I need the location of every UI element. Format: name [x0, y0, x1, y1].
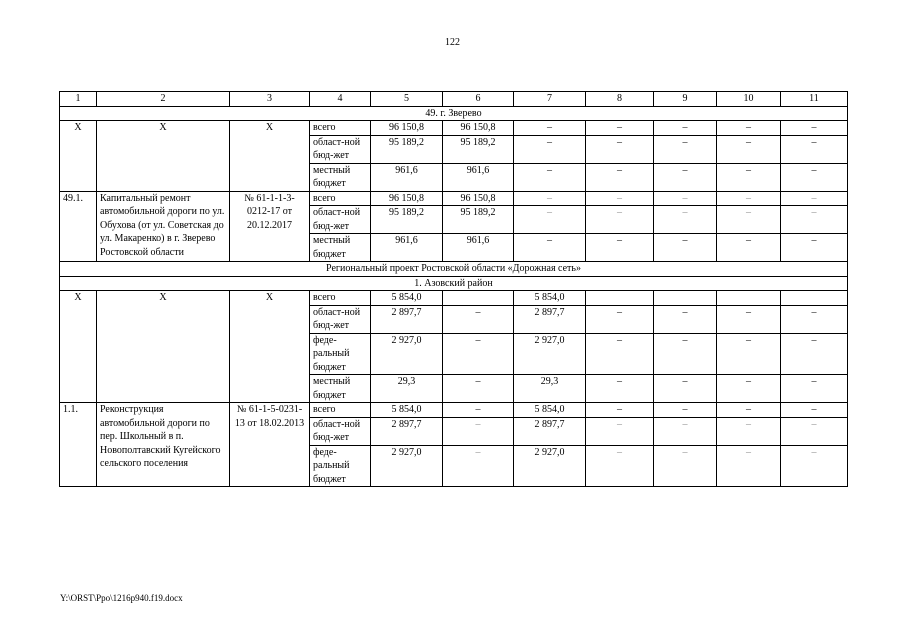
- value-col5: 2 897,7: [371, 305, 443, 333]
- value-col9: –: [654, 333, 717, 375]
- funding-source: област-ной бюд-жет: [310, 417, 371, 445]
- row-number: 1.1.: [60, 403, 97, 487]
- value-col10: –: [717, 417, 781, 445]
- value-col7: 2 927,0: [514, 333, 586, 375]
- funding-source: феде-ральный бюджет: [310, 333, 371, 375]
- table-row: [60, 291, 848, 306]
- value-col8: –: [586, 445, 654, 487]
- value-col11: [781, 291, 848, 306]
- column-header: 11: [781, 92, 848, 107]
- column-header: 1: [60, 92, 97, 107]
- column-header: 10: [717, 92, 781, 107]
- value-col5: 96 150,8: [371, 191, 443, 206]
- expertise-number: Х: [230, 121, 310, 192]
- value-col9: –: [654, 445, 717, 487]
- budget-table: [59, 91, 848, 487]
- value-col10: –: [717, 403, 781, 418]
- file-path-footer: Y:\ORST\Ppo\1216p940.f19.docx: [60, 593, 183, 603]
- column-header: 4: [310, 92, 371, 107]
- value-col11: –: [781, 333, 848, 375]
- value-col6: 96 150,8: [443, 191, 514, 206]
- value-col8: –: [586, 375, 654, 403]
- object-name: Х: [97, 121, 230, 192]
- value-col8: –: [586, 206, 654, 234]
- value-col10: –: [717, 163, 781, 191]
- value-col8: –: [586, 135, 654, 163]
- value-col5: 5 854,0: [371, 403, 443, 418]
- value-col11: –: [781, 445, 848, 487]
- value-col8: –: [586, 191, 654, 206]
- value-col9: [654, 291, 717, 306]
- value-col8: –: [586, 121, 654, 136]
- value-col10: –: [717, 305, 781, 333]
- column-number-row: [60, 92, 848, 107]
- value-col9: –: [654, 163, 717, 191]
- value-col8: –: [586, 163, 654, 191]
- row-number: 49.1.: [60, 191, 97, 262]
- value-col5: 5 854,0: [371, 291, 443, 306]
- funding-source: област-ной бюд-жет: [310, 305, 371, 333]
- value-col9: –: [654, 121, 717, 136]
- value-col9: –: [654, 305, 717, 333]
- value-col8: –: [586, 305, 654, 333]
- value-col5: 961,6: [371, 163, 443, 191]
- value-col9: –: [654, 417, 717, 445]
- value-col8: –: [586, 234, 654, 262]
- section-heading-zverevo: 49. г. Зверево: [60, 106, 848, 121]
- funding-source: област-ной бюд-жет: [310, 135, 371, 163]
- value-col7: –: [514, 206, 586, 234]
- value-col5: 96 150,8: [371, 121, 443, 136]
- value-col7: –: [514, 135, 586, 163]
- page-number: 122: [445, 37, 460, 48]
- funding-source: всего: [310, 291, 371, 306]
- expertise-number: № 61-1-5-0231-13 от 18.02.2013: [230, 403, 310, 487]
- value-col10: –: [717, 121, 781, 136]
- value-col6: –: [443, 375, 514, 403]
- funding-source: местный бюджет: [310, 375, 371, 403]
- value-col8: [586, 291, 654, 306]
- value-col8: –: [586, 333, 654, 375]
- value-col9: –: [654, 135, 717, 163]
- table-row: [60, 191, 848, 206]
- value-col7: 29,3: [514, 375, 586, 403]
- expertise-number: № 61-1-1-3-0212-17 от 20.12.2017: [230, 191, 310, 262]
- value-col6: 96 150,8: [443, 121, 514, 136]
- table-row: [60, 121, 848, 136]
- value-col9: –: [654, 206, 717, 234]
- value-col11: –: [781, 375, 848, 403]
- value-col6: –: [443, 417, 514, 445]
- value-col6: 95 189,2: [443, 206, 514, 234]
- value-col9: –: [654, 375, 717, 403]
- row-number: Х: [60, 121, 97, 192]
- table-row: [60, 403, 848, 418]
- value-col10: –: [717, 333, 781, 375]
- column-header: 2: [97, 92, 230, 107]
- value-col7: 2 927,0: [514, 445, 586, 487]
- value-col5: 29,3: [371, 375, 443, 403]
- expertise-number: Х: [230, 291, 310, 403]
- column-header: 6: [443, 92, 514, 107]
- funding-source: всего: [310, 191, 371, 206]
- value-col5: 2 897,7: [371, 417, 443, 445]
- value-col7: 2 897,7: [514, 417, 586, 445]
- value-col11: –: [781, 305, 848, 333]
- value-col5: 95 189,2: [371, 206, 443, 234]
- funding-source: местный бюджет: [310, 163, 371, 191]
- funding-source: всего: [310, 121, 371, 136]
- value-col8: –: [586, 417, 654, 445]
- value-col11: –: [781, 135, 848, 163]
- value-col11: –: [781, 403, 848, 418]
- value-col9: –: [654, 191, 717, 206]
- row-number: Х: [60, 291, 97, 403]
- column-header: 8: [586, 92, 654, 107]
- funding-source: феде-ральный бюджет: [310, 445, 371, 487]
- column-header: 5: [371, 92, 443, 107]
- column-header: 3: [230, 92, 310, 107]
- value-col6: 961,6: [443, 234, 514, 262]
- value-col10: –: [717, 191, 781, 206]
- value-col11: –: [781, 206, 848, 234]
- value-col6: 961,6: [443, 163, 514, 191]
- value-col7: 5 854,0: [514, 403, 586, 418]
- value-col11: –: [781, 234, 848, 262]
- value-col7: –: [514, 191, 586, 206]
- value-col6: –: [443, 333, 514, 375]
- value-col10: –: [717, 375, 781, 403]
- value-col6: –: [443, 445, 514, 487]
- value-col10: [717, 291, 781, 306]
- value-col7: –: [514, 163, 586, 191]
- column-header: 9: [654, 92, 717, 107]
- object-name: Х: [97, 291, 230, 403]
- value-col9: –: [654, 234, 717, 262]
- funding-source: всего: [310, 403, 371, 418]
- value-col11: –: [781, 121, 848, 136]
- value-col7: 2 897,7: [514, 305, 586, 333]
- value-col5: 2 927,0: [371, 333, 443, 375]
- section-heading-azov: 1. Азовский район: [60, 276, 848, 291]
- value-col9: –: [654, 403, 717, 418]
- value-col6: –: [443, 403, 514, 418]
- value-col7: –: [514, 234, 586, 262]
- funding-source: местный бюджет: [310, 234, 371, 262]
- value-col11: –: [781, 191, 848, 206]
- object-name: Капитальный ремонт автомобильной дороги по ул. Обухова (от ул. Советская до ул. Макаренко) в г. Зверево Ростовской области: [97, 191, 230, 262]
- value-col6: –: [443, 305, 514, 333]
- value-col11: –: [781, 163, 848, 191]
- value-col10: –: [717, 135, 781, 163]
- column-header: 7: [514, 92, 586, 107]
- value-col10: –: [717, 445, 781, 487]
- value-col6: [443, 291, 514, 306]
- funding-source: област-ной бюд-жет: [310, 206, 371, 234]
- value-col7: 5 854,0: [514, 291, 586, 306]
- value-col11: –: [781, 417, 848, 445]
- value-col7: –: [514, 121, 586, 136]
- value-col5: 2 927,0: [371, 445, 443, 487]
- regional-project-heading: Региональный проект Ростовской области «Дорожная сеть»: [60, 262, 848, 277]
- value-col5: 95 189,2: [371, 135, 443, 163]
- value-col10: –: [717, 234, 781, 262]
- value-col6: 95 189,2: [443, 135, 514, 163]
- value-col5: 961,6: [371, 234, 443, 262]
- object-name: Реконструкция автомобильной дороги по пер. Школьный в п. Новополтавский Кугейского сельского поселения: [97, 403, 230, 487]
- value-col8: –: [586, 403, 654, 418]
- value-col10: –: [717, 206, 781, 234]
